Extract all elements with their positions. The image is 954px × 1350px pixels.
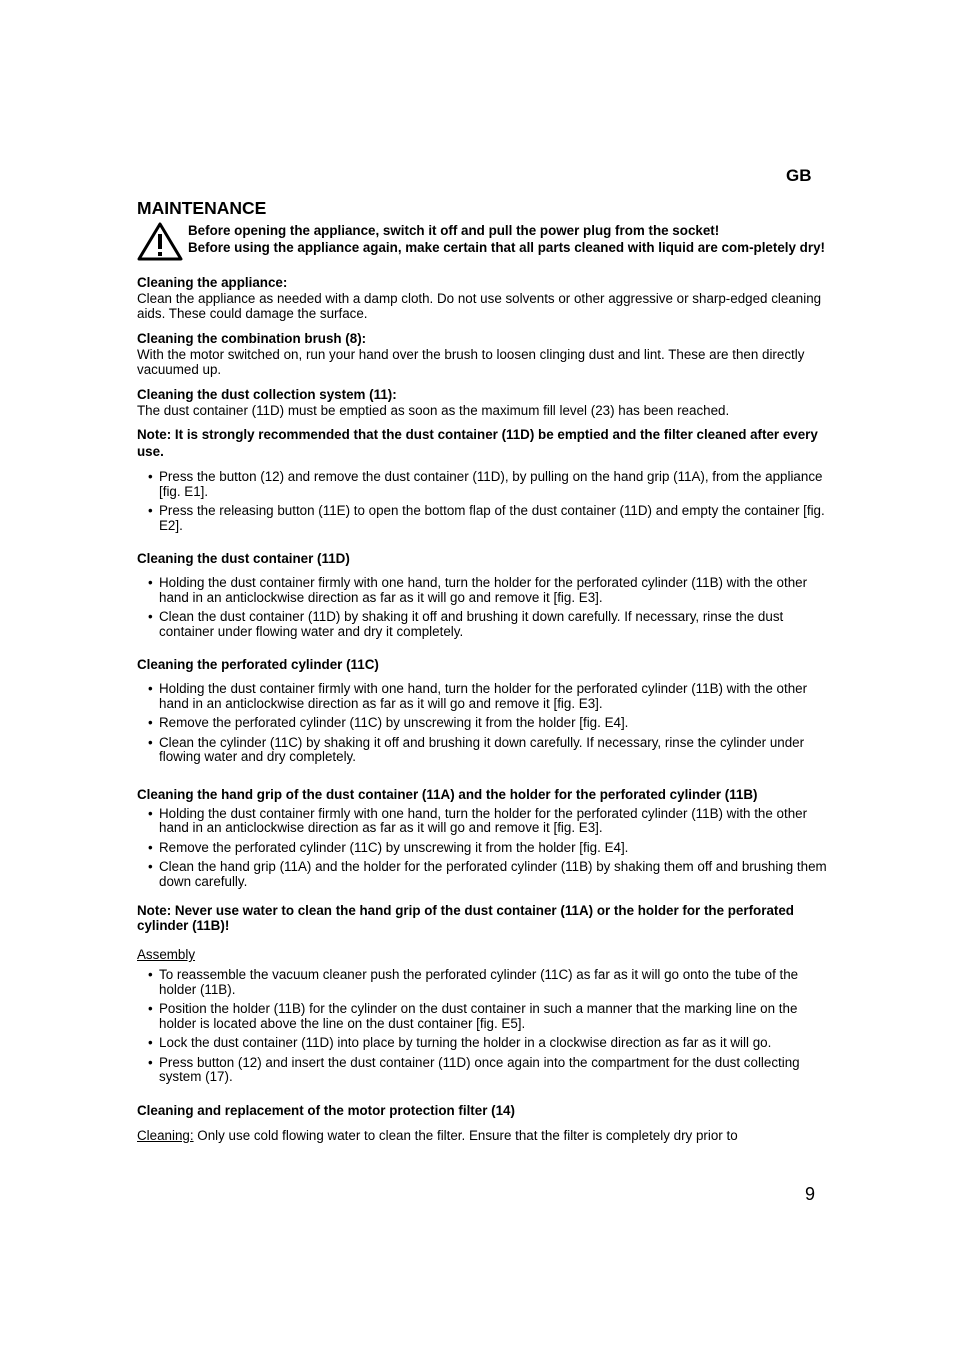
dust-system-note: Note: It is strongly recommended that the dust container (11D) be emptied and the filter cleaned after every use. xyxy=(137,427,818,459)
list-item: • To reassemble the vacuum cleaner push the perforated cylinder (11C) as far as it will go onto the tube of the holder (11B). xyxy=(137,968,827,997)
list-item: • Clean the dust container (11D) by shaking it off and brushing it down carefully. If necessary, rinse the dust container under flowing water and dry it completely. xyxy=(137,610,827,639)
motor-filter-heading: Cleaning and replacement of the motor protection filter (14) xyxy=(137,1102,515,1118)
motor-filter-text xyxy=(137,1128,827,1143)
dust-system-heading: Cleaning the dust collection system (11): xyxy=(137,387,397,402)
dust-container-heading: Cleaning the dust container (11D) xyxy=(137,551,350,566)
combination-brush-text: With the motor switched on, run your hand over the brush to loosen clinging dust and lint. These are then directly vacuumed up. xyxy=(137,347,805,377)
list-item: • Holding the dust container firmly with one hand, turn the holder for the perforated cylinder (11B) with the other hand in an anticlockwise direction as far as it will go and remove it [fig. E3]. xyxy=(137,576,827,605)
list-item: • Lock the dust container (11D) into place by turning the holder in a clockwise direction as far as it will go. xyxy=(137,1036,827,1051)
dust-system-list xyxy=(137,470,827,533)
cleaning-label: Cleaning: xyxy=(137,1127,194,1143)
list-item: • Remove the perforated cylinder (11C) by unscrewing it from the holder [fig. E4]. xyxy=(137,841,827,856)
assembly-heading: Assembly xyxy=(137,947,196,962)
combination-brush-heading: Cleaning the combination brush (8): xyxy=(137,331,367,346)
hand-grip-list xyxy=(137,807,827,890)
hand-grip-heading: Cleaning the hand grip of the dust container (11A) and the holder for the perforated cylinder (11B) xyxy=(137,786,758,802)
warning-triangle-icon xyxy=(137,221,183,261)
list-item: • Holding the dust container firmly with one hand, turn the holder for the perforated cylinder (11B) with the other hand in an anticlockwise direction as far as it will go and remove it [fig. E3]. xyxy=(137,682,827,711)
warning-box xyxy=(137,222,827,266)
language-code: GB xyxy=(786,166,812,185)
list-item: • Clean the cylinder (11C) by shaking it off and brushing it down carefully. If necessary, rinse the cylinder under flowing water and dry completely. xyxy=(137,736,827,765)
page-content xyxy=(137,198,827,1143)
cleaning-text: Only use cold flowing water to clean the filter. Ensure that the filter is completely dry prior to xyxy=(193,1127,738,1143)
warning-line-1: Before opening the appliance, switch it off and pull the power plug from the socket! xyxy=(188,223,720,238)
hand-grip-note: Note: Never use water to clean the hand grip of the dust container (11A) or the holder for the perforated cylinder (11B)! xyxy=(137,903,794,933)
list-item: • Clean the hand grip (11A) and the holder for the perforated cylinder (11B) by shaking them off and brushing them down carefully. xyxy=(137,860,827,889)
list-item: • Remove the perforated cylinder (11C) by unscrewing it from the holder [fig. E4]. xyxy=(137,716,827,731)
assembly-list xyxy=(137,968,827,1085)
cleaning-appliance-text: Clean the appliance as needed with a damp cloth. Do not use solvents or other aggressive or sharp-edged cleaning aids. These could damage the surface. xyxy=(137,291,822,321)
list-item: • Position the holder (11B) for the cylinder on the dust container in such a manner that the marking line on the holder is located above the line on the dust container [fig. E5]. xyxy=(137,1002,827,1031)
cleaning-appliance-heading: Cleaning the appliance: xyxy=(137,275,288,290)
cleaning-appliance-section xyxy=(137,275,827,321)
list-item: • Press the button (12) and remove the dust container (11D), by pulling on the hand grip (11A), from the appliance [fig. E1]. xyxy=(137,470,827,499)
perforated-cylinder-heading: Cleaning the perforated cylinder (11C) xyxy=(137,657,379,672)
dust-system-section xyxy=(137,387,827,418)
section-title: MAINTENANCE xyxy=(137,198,267,218)
list-item: • Holding the dust container firmly with one hand, turn the holder for the perforated cylinder (11B) with the other hand in an anticlockwise direction as far as it will go and remove it [fig. E3]. xyxy=(137,807,827,836)
dust-system-text: The dust container (11D) must be emptied as soon as the maximum fill level (23) has been reached. xyxy=(137,403,730,418)
dust-container-list xyxy=(137,576,827,639)
warning-line-2: Before using the appliance again, make certain that all parts cleaned with liquid are com-pletely dry! xyxy=(188,240,825,255)
list-item: • Press the releasing button (11E) to open the bottom flap of the dust container (11D) and empty the container [fig. E2]. xyxy=(137,504,827,533)
combination-brush-section xyxy=(137,331,827,377)
page-number: 9 xyxy=(805,1184,816,1204)
perforated-cylinder-list xyxy=(137,682,827,765)
list-item: • Press button (12) and insert the dust container (11D) once again into the compartment for the dust collecting system (17). xyxy=(137,1056,827,1085)
